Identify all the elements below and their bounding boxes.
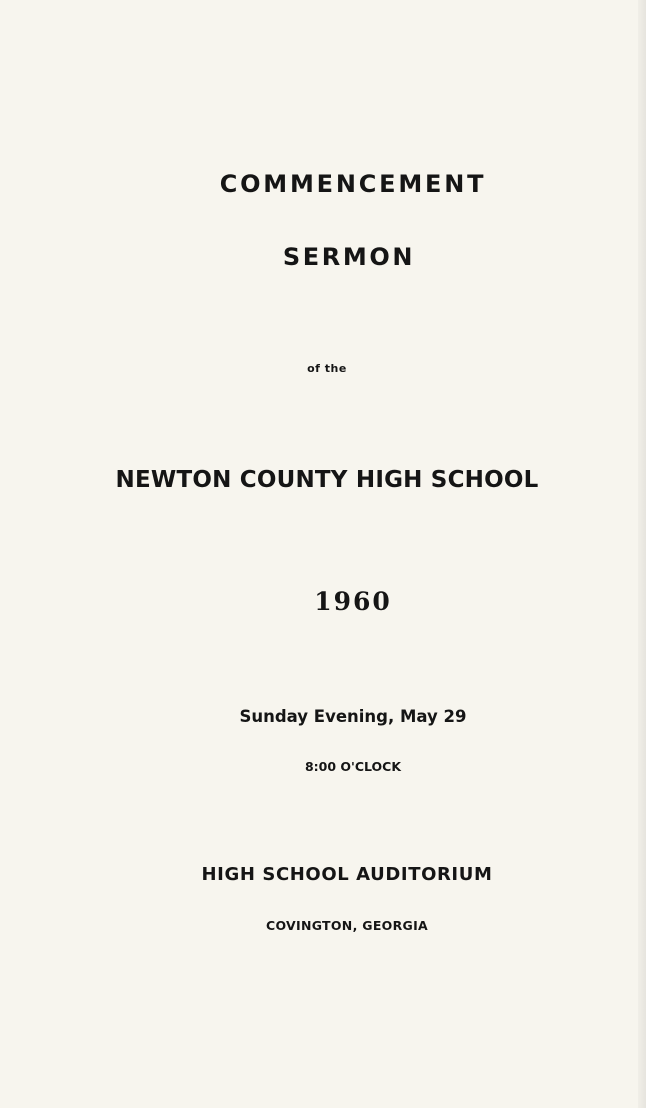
location: COVINGTON, GEORGIA xyxy=(265,918,429,933)
event-date: Sunday Evening, May 29 xyxy=(239,707,467,726)
year: 1960 xyxy=(314,587,392,616)
connector-of-the: of the xyxy=(307,362,347,375)
title-commencement: COMMENCEMENT xyxy=(219,170,487,198)
school-name: NEWTON COUNTY HIGH SCHOOL xyxy=(115,467,539,493)
title-sermon: SERMON xyxy=(282,243,416,271)
event-time: 8:00 O'CLOCK xyxy=(304,759,402,774)
venue: HIGH SCHOOL AUDITORIUM xyxy=(201,864,493,885)
